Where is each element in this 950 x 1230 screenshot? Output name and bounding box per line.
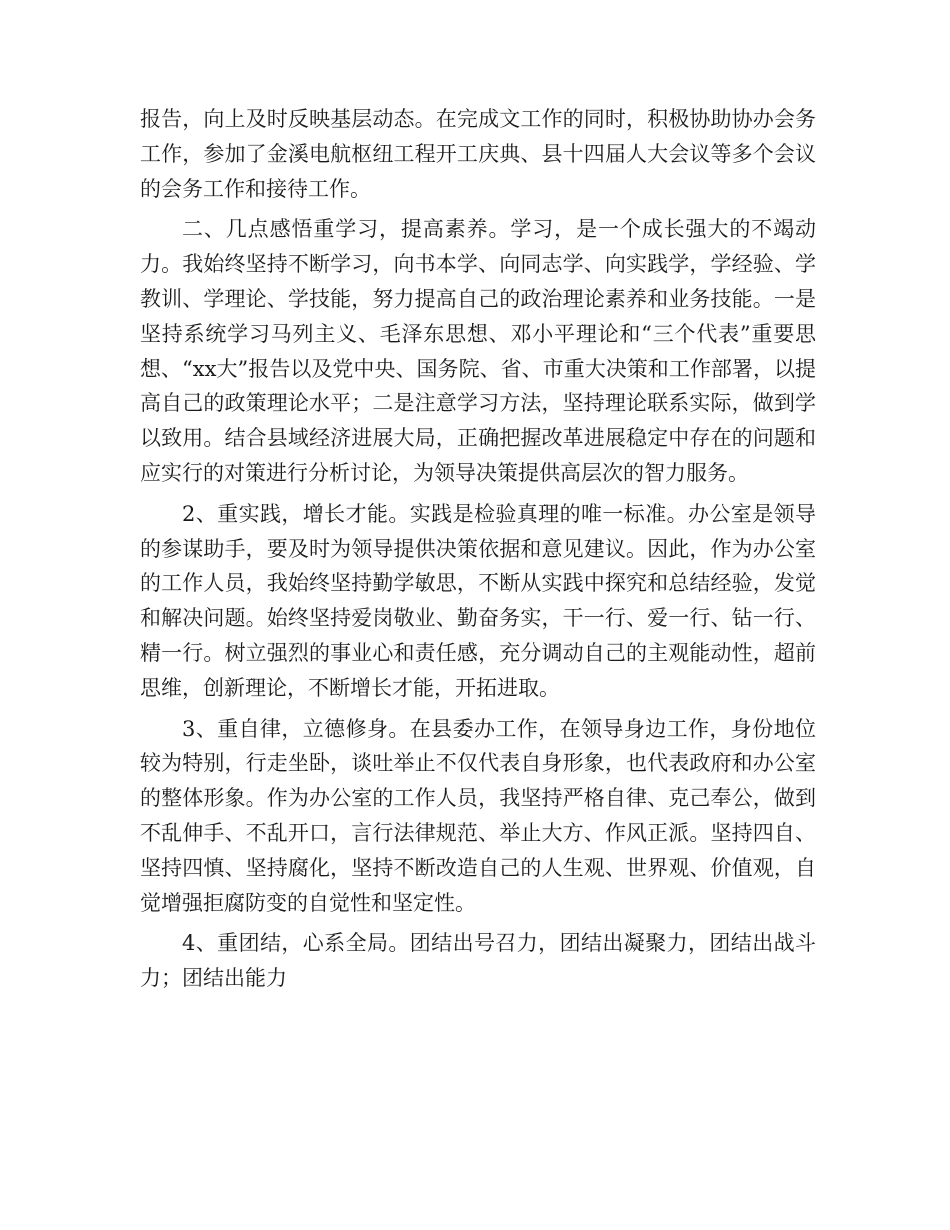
paragraph-unity: 4、重团结，心系全局。团结出号召力，团结出凝聚力，团结出战斗力；团结出能力 [140, 931, 816, 991]
paragraph-self-discipline: 3、重自律，立德修身。在县委办工作，在领导身边工作，身份地位较为特别，行走坐卧，谈吐举止不仅代表自身形象，也代表政府和办公室的整体形象。作为办公室的工作人员，我坚持严格自律、克己奉公，做到不乱伸手、不乱开口，言行法律规范、举止大方、作风正派。坚持四自、坚持四慎、坚持腐化，坚持不断改造自己的人生观、世界观、价值观，自觉增强拒腐防变的自觉性和坚定性。 [140, 716, 816, 915]
paragraph-section-2-study: 二、几点感悟重学习，提高素养。学习，是一个成长强大的不竭动力。我始终坚持不断学习，向书本学、向同志学、向实践学，学经验、学教训、学理论、学技能，努力提高自己的政治理论素养和业务技能。一是坚持系统学习马列主义、毛泽东思想、邓小平理论和“三个代表”重要思想、“xx大”报告以及党中央、国务院、省、市重大决策和工作部署，以提高自己的政策理论水平；二是注意学习方法，坚持理论联系实际，做到学以致用。结合县域经济进展大局，正确把握改革进展稳定中存在的问题和应实行的对策进行分析讨论，为领导决策提供高层次的智力服务。 [140, 217, 816, 485]
paragraph-continuation: 报告，向上及时反映基层动态。在完成文工作的同时，积极协助协办会务工作，参加了金溪电航枢纽工程开工庆典、县十四届人大会议等多个会议的会务工作和接待工作。 [140, 107, 816, 201]
paragraph-practice: 2、重实践，增长才能。实践是检验真理的唯一标准。办公室是领导的参谋助手，要及时为领导提供决策依据和意见建议。因此，作为办公室的工作人员，我始终坚持勤学敏思，不断从实践中探究和总结经验，发觉和解决问题。始终坚持爱岗敬业、勤奋务实，干一行、爱一行、钻一行、精一行。树立强烈的事业心和责任感，充分调动自己的主观能动性，超前思维，创新理论，不断增长才能，开拓进取。 [140, 501, 816, 700]
document-body [140, 102, 816, 1002]
